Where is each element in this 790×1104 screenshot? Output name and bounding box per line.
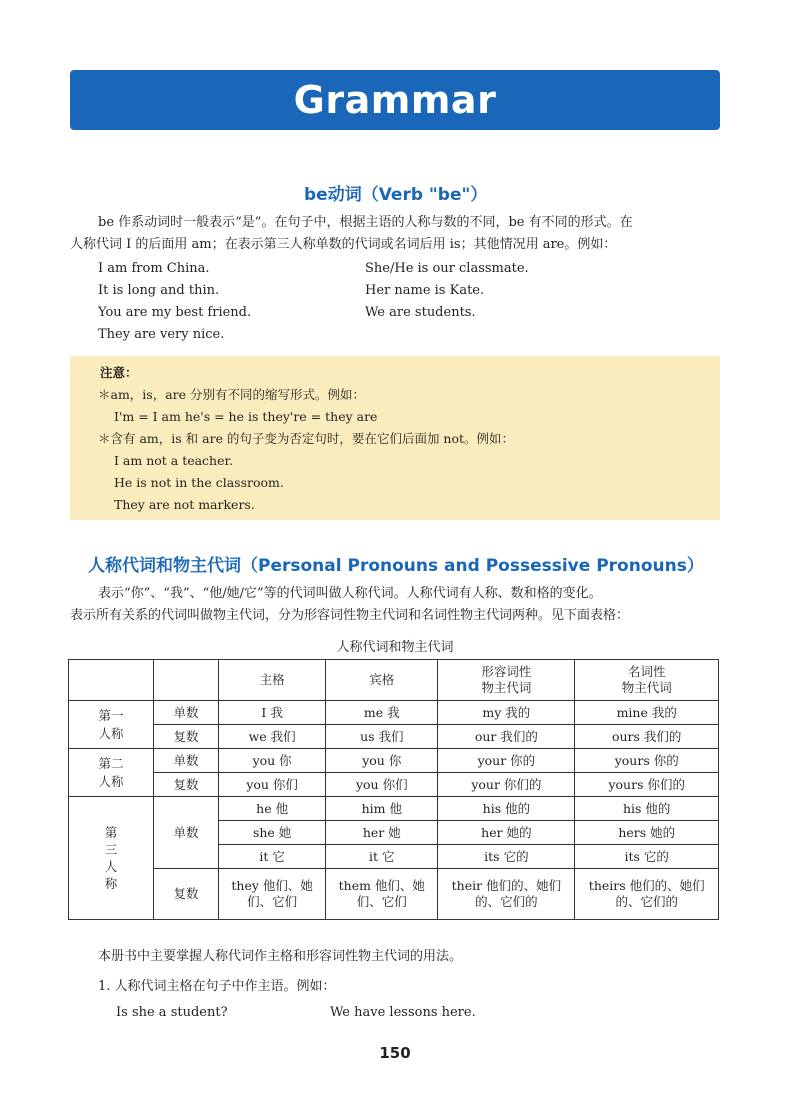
table-cell: them 他们、她们、它们 [326, 869, 438, 920]
table-cell: her 她 [326, 821, 438, 845]
person-second [69, 749, 154, 797]
table-cell: you 你 [326, 749, 438, 773]
table-cell: us 我们 [326, 725, 438, 749]
note-line: ＊含有 am，is 和 are 的句子变为否定句时，要在它们后面加 not。例如： [98, 431, 515, 446]
table-cell: its 它的 [575, 845, 719, 869]
note-line: I'm = I am he's = he is they're = they are [114, 409, 378, 424]
header-text: 形容词性 [481, 664, 532, 679]
table-cell: you 你 [219, 749, 326, 773]
table-row [69, 869, 719, 920]
table-cell: ours 我们的 [575, 725, 719, 749]
header-text: 名词性 [627, 664, 666, 679]
table-cell: your 你们的 [438, 773, 575, 797]
be-example: We are students. [365, 305, 476, 320]
number-cell: 复数 [154, 725, 219, 749]
table-cell: it 它 [219, 845, 326, 869]
header-text: 物主代词 [481, 680, 532, 695]
grammar-banner [70, 70, 720, 130]
header-text: 主格 [259, 672, 285, 687]
table-cell: you 你们 [219, 773, 326, 797]
number-cell: 复数 [154, 869, 219, 920]
table-cell: you 你们 [326, 773, 438, 797]
table-row [69, 749, 719, 773]
table-cell: theirs 他们的、她们的、它们的 [575, 869, 719, 920]
table-cell: its 它的 [438, 845, 575, 869]
attention-note-box [70, 356, 720, 520]
table-cell: our 我们的 [438, 725, 575, 749]
header-blank [69, 660, 154, 701]
table-cell: your 你的 [438, 749, 575, 773]
be-example: Her name is Kate. [365, 283, 485, 298]
number-cell: 单数 [154, 749, 219, 773]
person-first [69, 701, 154, 749]
banner-title: Grammar [293, 78, 497, 122]
be-example: You are my best friend. [98, 305, 252, 320]
be-intro-line-1: be 作系动词时一般表示“是”。在句子中，根据主语的人称与数的不同，be 有不同的形式。在 [98, 215, 633, 230]
table-row [69, 701, 719, 725]
pronoun-table [68, 659, 719, 920]
table-cell: I 我 [219, 701, 326, 725]
be-example: She/He is our classmate. [365, 261, 529, 276]
person-third [69, 797, 154, 920]
table-cell: we 我们 [219, 725, 326, 749]
table-cell: she 她 [219, 821, 326, 845]
table-row [69, 797, 719, 821]
table-caption: 人称代词和物主代词 [336, 640, 454, 655]
table-cell: hers 她的 [575, 821, 719, 845]
page-number: 150 [379, 1044, 411, 1062]
usage-example: Is she a student? [116, 1005, 228, 1020]
table-cell: their 他们的、她们的、它们的 [438, 869, 575, 920]
number-cell: 单数 [154, 797, 219, 869]
header-text: 宾格 [369, 672, 395, 687]
table-cell: yours 你们的 [575, 773, 719, 797]
header-nominative [219, 660, 326, 701]
header-adjective-possessive [438, 660, 575, 701]
table-header-row [69, 660, 719, 701]
table-cell: yours 你的 [575, 749, 719, 773]
note-line: ＊am，is，are 分别有不同的缩写形式。例如： [98, 387, 366, 402]
usage-point-1: 1. 人称代词主格在句子中作主语。例如： [98, 979, 336, 994]
be-example: I am from China. [98, 261, 210, 276]
pronoun-heading: 人称代词和物主代词（Personal Pronouns and Possessive Pronouns） [88, 556, 704, 576]
number-cell: 单数 [154, 701, 219, 725]
person-label: 第三人称 [104, 825, 118, 891]
pronoun-intro-line-1: 表示“你”、“我”、“他/她/它”等的代词叫做人称代词。人称代词有人称、数和格的变化。 [98, 586, 602, 601]
table-cell: his 他的 [438, 797, 575, 821]
header-text: 物主代词 [621, 680, 672, 695]
note-title: 注意： [100, 365, 138, 380]
person-label: 第一人称 [98, 707, 124, 741]
header-noun-possessive [575, 660, 719, 701]
be-verb-heading: be动词（Verb "be"） [304, 185, 488, 205]
note-line: They are not markers. [114, 497, 255, 512]
be-intro-line-2: 人称代词 I 的后面用 am；在表示第三人称单数的代词或名词后用 is；其他情况用 are。例如： [70, 237, 617, 252]
usage-note: 本册书中主要掌握人称代词作主格和形容词性物主代词的用法。 [98, 949, 463, 964]
be-example: They are very nice. [98, 327, 225, 342]
table-cell: he 他 [219, 797, 326, 821]
table-cell: him 他 [326, 797, 438, 821]
table-cell: they 他们、她们、它们 [219, 869, 326, 920]
usage-example: We have lessons here. [330, 1005, 476, 1020]
table-cell: it 它 [326, 845, 438, 869]
table-cell: her 她的 [438, 821, 575, 845]
person-label: 第二人称 [98, 755, 124, 789]
pronoun-intro-line-2: 表示所有关系的代词叫做物主代词，分为形容词性物主代词和名词性物主代词两种。见下面表格： [70, 608, 630, 623]
header-blank [154, 660, 219, 701]
header-objective [326, 660, 438, 701]
table-cell: me 我 [326, 701, 438, 725]
note-line: I am not a teacher. [114, 453, 234, 468]
table-cell: my 我的 [438, 701, 575, 725]
be-example: It is long and thin. [98, 283, 220, 298]
number-cell: 复数 [154, 773, 219, 797]
table-cell: his 他的 [575, 797, 719, 821]
note-line: He is not in the classroom. [114, 475, 284, 490]
table-row [69, 773, 719, 797]
table-row [69, 725, 719, 749]
table-cell: mine 我的 [575, 701, 719, 725]
